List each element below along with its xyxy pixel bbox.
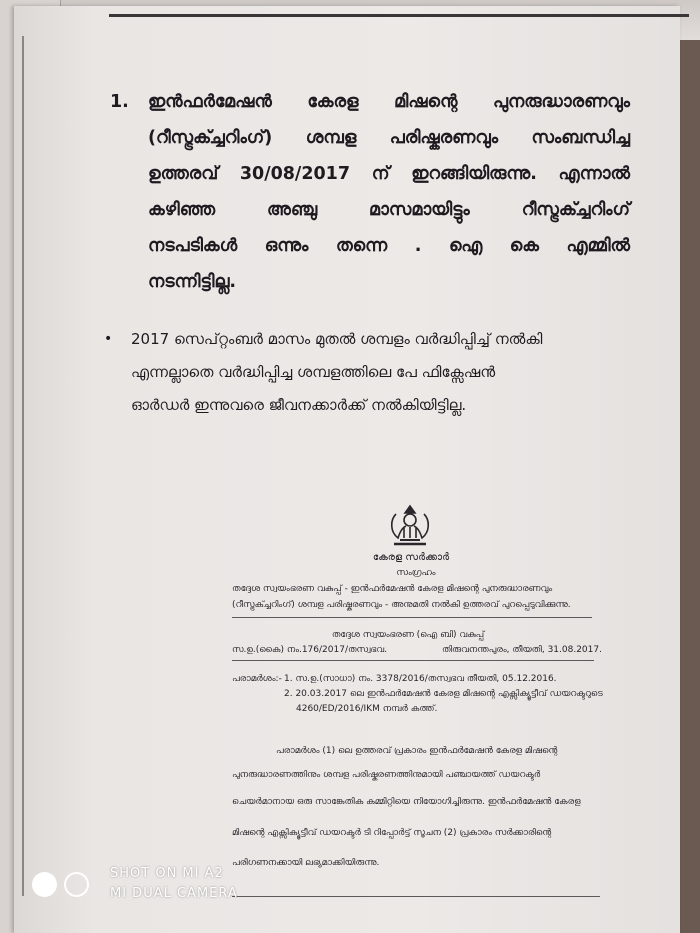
top-rule <box>109 14 689 17</box>
point-line: നടപടികൾ ഒന്നും തന്നെ . ഐ കെ എമ്മിൽ <box>148 236 630 256</box>
reference-item: 2. 20.03.2017 ലെ ഇൻഫർമേഷൻ കേരള മിഷന്റെ എക്സിക്യൂട്ടീവ് ഡയറക്ടറുടെ <box>284 689 603 699</box>
numbered-point <box>110 84 630 300</box>
order-body-line: പുനരുദ്ധാരണത്തിനും ശമ്പള പരിഷ്കരണത്തിനുമായി പഞ്ചായത്ത് ഡയറക്ടർ <box>232 770 541 780</box>
point-line: ഇൻഫർമേഷൻ കേരള മിഷന്റെ പുനരുദ്ധാരണവും <box>148 92 630 112</box>
summary-heading: സംഗ്രഹം <box>396 568 436 578</box>
order-body-line: പരിഗണനക്കായി ലഭ്യമാക്കിയിരുന്നു. <box>232 858 380 868</box>
order-header-rule <box>232 660 594 661</box>
order-date: തിരുവനന്തപുരം, തീയതി, 31.08.2017. <box>442 645 602 655</box>
filled-circle-icon <box>32 872 57 897</box>
bullet-point <box>104 323 644 422</box>
order-body-line: മിഷന്റെ എക്സിക്യൂട്ടീവ് ഡയറക്ടർ ടി റിപ്പോർട്ട് സൂചന (2) പ്രകാരം സർക്കാരിന്റെ <box>232 828 552 838</box>
department-name: തദ്ദേശ സ്വയംഭരണ (ഐ ബി) വകുപ്പ് <box>331 630 485 640</box>
bullet-line: ഓർഡർ ഇന്നുവരെ ജീവനക്കാർക്ക് നൽകിയിട്ടില്ല. <box>131 396 467 414</box>
state-emblem-icon <box>384 500 436 552</box>
order-body-line: പരാമർശം (1) ലെ ഉത്തരവ് പ്രകാരം ഇൻഫർമേഷൻ കേരള മിഷന്റെ <box>276 746 558 756</box>
government-title: കേരള സർക്കാർ <box>372 552 450 563</box>
point-line: ഉത്തരവ് 30/08/2017 ന് ഇറങ്ങിയിരുന്നു. എന്നാൽ <box>148 164 630 184</box>
summary-line: (റീസ്ട്രക്ച്ചറിംഗ്) ശമ്പള പരിഷ്കരണവും - അനുമതി നൽകി ഉത്തരവ് പുറപ്പെടുവിക്കുന്നു. <box>232 600 571 610</box>
bullet-line: എന്നല്ലാതെ വർദ്ധിപ്പിച്ച ശമ്പളത്തിലെ പേ ഫിക്സേഷൻ <box>131 363 496 381</box>
watermark-line2: MI DUAL CAMERA <box>110 886 238 901</box>
references-label: പരാമർശം:- <box>232 674 282 684</box>
point-line: (റീസ്ട്രക്ച്ചറിംഗ്) ശമ്പള പരിഷ്കരണവും സംബന്ധിച്ച <box>148 128 630 148</box>
point-number: 1. <box>110 92 129 112</box>
point-line: നടന്നിട്ടില്ല. <box>148 272 237 292</box>
summary-rule <box>232 617 592 618</box>
reference-item: 4260/ED/2016/IKM നമ്പർ കത്ത്. <box>296 704 438 714</box>
point-line: കഴിഞ്ഞ അഞ്ചു മാസമായിട്ടും റീസ്ട്രക്ച്ചറിംഗ് <box>148 200 630 220</box>
bottom-rule <box>232 896 600 897</box>
margin-line <box>22 36 24 896</box>
order-number: സ.ഉ.(കൈ) നം.176/2017/തസ്വഭവ. <box>232 645 388 655</box>
bullet-icon: • <box>104 331 113 347</box>
reference-item: 1. സ.ഉ.(സാധാ) നം. 3378/2016/തസ്വഭവ തീയതി, 05.12.2016. <box>284 674 557 684</box>
ring-circle-icon <box>64 872 89 897</box>
order-body-line: ചെയർമാനായ ഒരു സാങ്കേതിക കമ്മിറ്റിയെ നിയോഗിച്ചിരുന്നു. ഇൻഫർമേഷൻ കേരള <box>232 797 581 807</box>
watermark-line1: SHOT ON MI A2 <box>110 866 224 881</box>
bullet-line: 2017 സെപ്റ്റംബർ മാസം മുതൽ ശമ്പളം വർദ്ധിപ്പിച്ച് നൽകി <box>131 330 543 348</box>
summary-line: തദ്ദേശ സ്വയംഭരണ വകുപ്പ് - ഇൻഫർമേഷൻ കേരള മിഷന്റെ പുനരുദ്ധാരണവും <box>232 584 553 594</box>
